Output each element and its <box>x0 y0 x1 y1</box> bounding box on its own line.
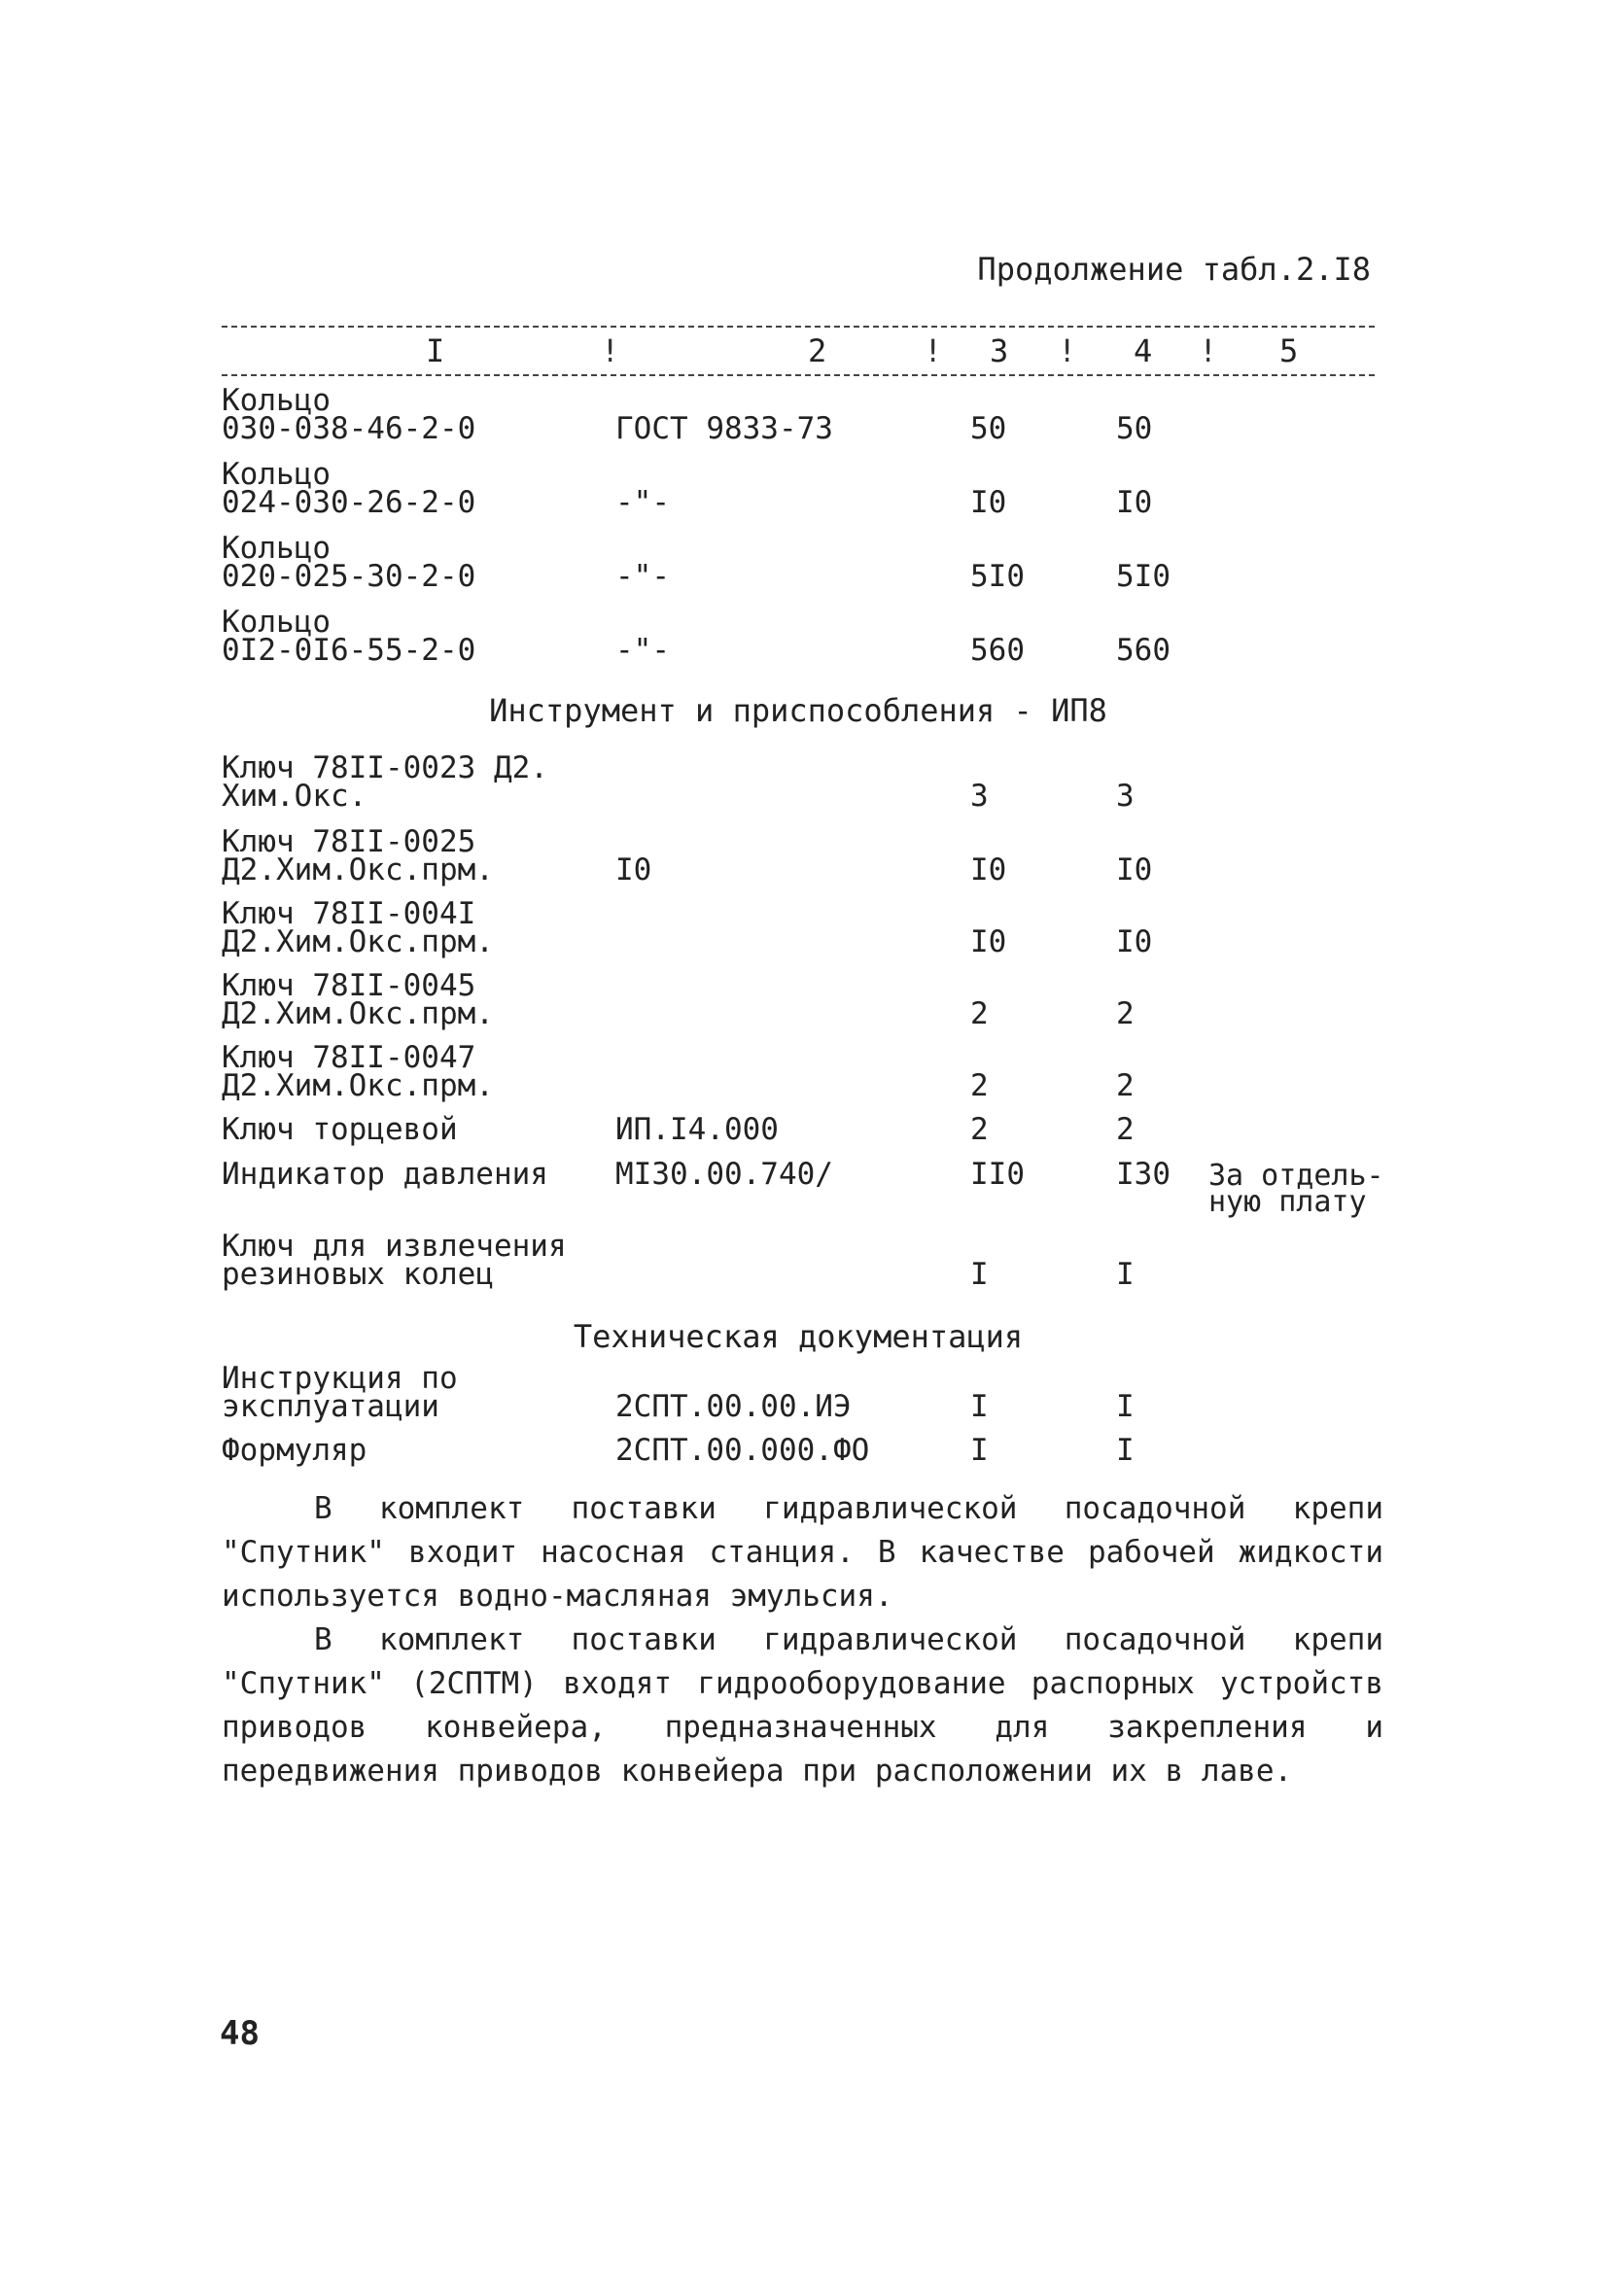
item-name <box>222 457 611 520</box>
item-name-line: Ключ 78II-004I <box>222 896 476 931</box>
item-note-line: За отдель- <box>1208 1159 1384 1193</box>
item-name-line: Кольцо <box>222 383 331 418</box>
item-qty-3: I0 <box>970 852 1007 887</box>
item-designation: -"- <box>615 633 670 668</box>
item-name-line: Д2.Хим.Окс.прм. <box>222 996 494 1031</box>
item-name <box>222 750 611 814</box>
header-col-4: 4 <box>1134 332 1153 369</box>
item-qty-4: I0 <box>1116 852 1153 887</box>
item-name-line: 020-025-30-2-0 <box>222 559 476 594</box>
item-designation: -"- <box>615 485 670 520</box>
item-name-line: 030-038-46-2-0 <box>222 411 476 446</box>
item-qty-4: I0 <box>1116 485 1153 520</box>
section-heading-docs: Техническая документация <box>573 1318 1024 1355</box>
table-header <box>222 332 1375 371</box>
item-qty-3: 560 <box>970 633 1025 668</box>
item-qty-4: 50 <box>1116 411 1153 446</box>
item-name <box>222 896 611 959</box>
item-name-line: Ключ для извлечения <box>222 1229 567 1264</box>
item-qty-4: 2 <box>1116 1112 1135 1147</box>
item-name-line: Ключ 78II-0045 <box>222 968 476 1003</box>
header-sep: ! <box>601 332 620 369</box>
item-designation: ИП.I4.000 <box>615 1112 779 1147</box>
item-note <box>1208 1159 1393 1219</box>
item-qty-4: I0 <box>1116 924 1153 959</box>
header-col-1: I <box>426 332 445 369</box>
item-name <box>222 824 611 887</box>
item-name-line: Формуляр <box>222 1433 367 1468</box>
item-qty-3: 5I0 <box>970 559 1025 594</box>
item-name <box>222 1433 611 1468</box>
item-qty-4: 2 <box>1116 1068 1135 1103</box>
item-name-line: Хим.Окс. <box>222 779 367 814</box>
item-name-line: Кольцо <box>222 457 331 492</box>
item-name-line: Ключ 78II-0047 <box>222 1040 476 1075</box>
item-name <box>222 383 611 446</box>
item-name <box>222 605 611 668</box>
table-rule-header <box>222 374 1375 376</box>
header-sep: ! <box>1058 332 1077 369</box>
item-qty-3: I <box>970 1257 989 1292</box>
item-name <box>222 968 611 1031</box>
item-qty-3: 3 <box>970 779 989 814</box>
header-sep: ! <box>924 332 943 369</box>
page-number: 48 <box>220 2014 260 2053</box>
item-qty-3: II0 <box>970 1157 1025 1192</box>
item-note-line: ную плату <box>1208 1185 1367 1219</box>
table-rule-top <box>222 326 1375 328</box>
item-name-line: Ключ 78II-0023 Д2. <box>222 750 548 785</box>
item-name-line: Индикатор давления <box>222 1157 548 1192</box>
item-name-line: эксплуатации <box>222 1389 439 1424</box>
item-qty-3: I0 <box>970 924 1007 959</box>
item-qty-4: I <box>1116 1257 1135 1292</box>
item-qty-3: I0 <box>970 485 1007 520</box>
item-qty-4: 5I0 <box>1116 559 1171 594</box>
item-designation: I0 <box>615 852 652 887</box>
item-qty-3: 50 <box>970 411 1007 446</box>
item-name <box>222 1112 611 1147</box>
item-name-line: Инструкция по <box>222 1361 458 1396</box>
item-name-line: резиновых колец <box>222 1257 494 1292</box>
item-name-line: Ключ 78II-0025 <box>222 824 476 859</box>
item-name <box>222 531 611 594</box>
header-col-3: 3 <box>990 332 1009 369</box>
item-name-line: 0I2-0I6-55-2-0 <box>222 633 476 668</box>
item-name <box>222 1361 611 1424</box>
item-name-line: Кольцо <box>222 605 331 640</box>
item-qty-4: 3 <box>1116 779 1135 814</box>
item-qty-4: 560 <box>1116 633 1171 668</box>
item-name-line: 024-030-26-2-0 <box>222 485 476 520</box>
item-designation: -"- <box>615 559 670 594</box>
item-designation: MI30.00.740/ <box>615 1157 833 1192</box>
header-col-2: 2 <box>808 332 827 369</box>
item-designation: 2СПТ.00.000.ФО <box>615 1433 870 1468</box>
body-paragraph: В комплект поставки гидравлической посадочной крепи "Спутник" (2СПТМ) входят гидрооборудование распорных устройств приводов конвейера, предназначенных для закрепления и передвижения приводов конвейера при расположении их в лаве. <box>222 1622 1383 1789</box>
item-name-line: Д2.Хим.Окс.прм. <box>222 1068 494 1103</box>
header-col-5: 5 <box>1279 332 1299 369</box>
item-qty-4: I30 <box>1116 1157 1171 1192</box>
item-qty-3: I <box>970 1389 989 1424</box>
table-caption: Продолжение табл.2.I8 <box>977 251 1371 288</box>
item-name <box>222 1040 611 1103</box>
item-qty-3: 2 <box>970 1068 989 1103</box>
item-qty-4: I <box>1116 1433 1135 1468</box>
item-name-line: Кольцо <box>222 531 331 566</box>
item-designation: ГОСТ 9833-73 <box>615 411 833 446</box>
item-designation: 2СПТ.00.00.ИЭ <box>615 1389 852 1424</box>
item-name <box>222 1229 611 1292</box>
item-name <box>222 1157 611 1192</box>
item-name-line: Д2.Хим.Окс.прм. <box>222 924 494 959</box>
header-sep: ! <box>1199 332 1218 369</box>
section-heading-tools: Инструмент и приспособления - ИП8 <box>489 692 1107 729</box>
item-qty-4: I <box>1116 1389 1135 1424</box>
item-qty-4: 2 <box>1116 996 1135 1031</box>
item-qty-3: I <box>970 1433 989 1468</box>
item-name-line: Д2.Хим.Окс.прм. <box>222 852 494 887</box>
body-paragraph: В комплект поставки гидравлической посадочной крепи "Спутник" входит насосная станция. В качестве рабочей жидкости используется водно-масляная эмульсия. <box>222 1491 1383 1614</box>
item-name-line: Ключ торцевой <box>222 1112 458 1147</box>
item-qty-3: 2 <box>970 996 989 1031</box>
item-qty-3: 2 <box>970 1112 989 1147</box>
